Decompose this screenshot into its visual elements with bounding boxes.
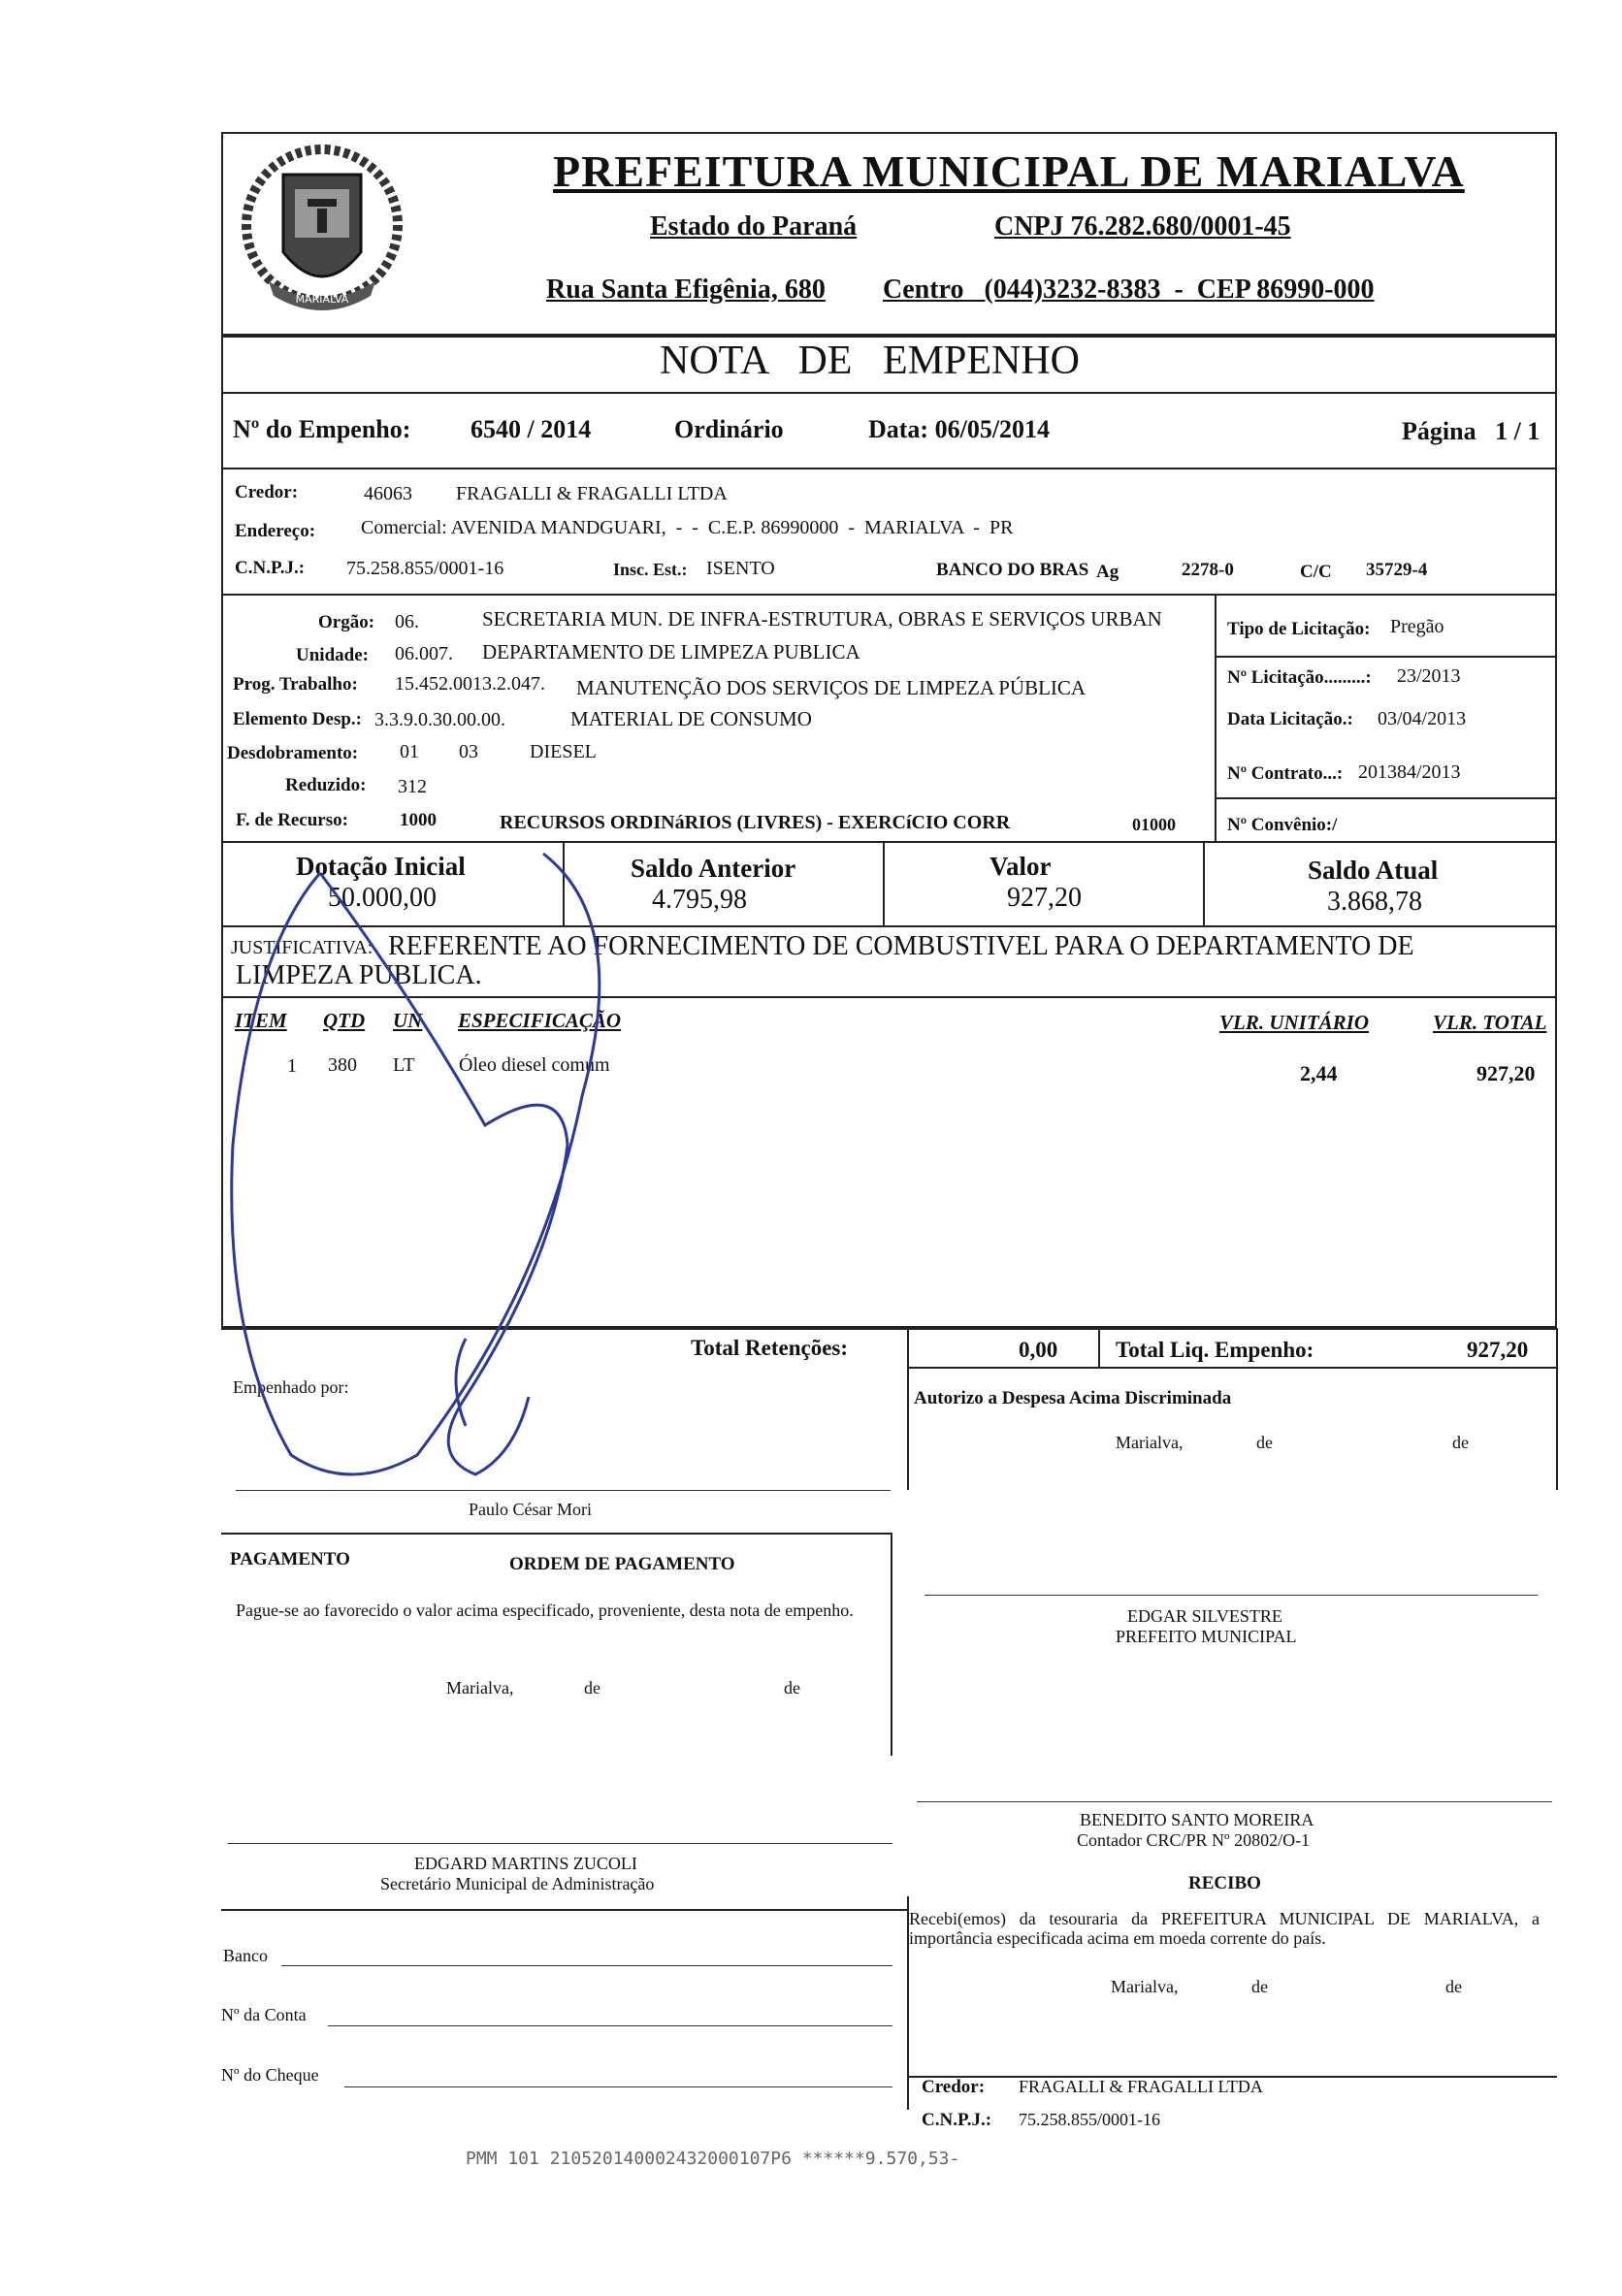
items-header-item: ITEM (235, 1009, 287, 1032)
item-number: 1 (287, 1055, 297, 1077)
contrato-label: Nº Contrato...: (1227, 763, 1344, 784)
elemento-label: Elemento Desp.: (233, 709, 362, 729)
item-unit-value: 2,44 (1300, 1061, 1338, 1085)
pagamento-label: PAGAMENTO (230, 1549, 350, 1569)
valor-value: 927,20 (1007, 883, 1082, 913)
recurso-code: 1000 (400, 810, 437, 830)
municipality-cnpj: CNPJ 76.282.680/0001-45 (994, 211, 1291, 242)
page-number: Página 1 / 1 (1402, 417, 1541, 445)
autorizo-marialva: Marialva, (1116, 1433, 1184, 1452)
licitacao-date-label: Data Licitação.: (1227, 709, 1353, 729)
empenhado-por-label: Empenhado por: (233, 1377, 349, 1397)
orgao-label: Orgão: (318, 612, 375, 632)
footer-code: PMM 101 210520140002432000107P6 ******9.570,53- (466, 2149, 960, 2169)
saldo-atual-value: 3.868,78 (1327, 887, 1422, 917)
desdobramento-a: 01 (400, 741, 419, 762)
convenio-label: Nº Convênio:/ (1227, 815, 1338, 835)
desdobramento-label: Desdobramento: (227, 743, 359, 763)
retencoes-label: Total Retenções: (691, 1336, 849, 1360)
recibo-title: RECIBO (1188, 1873, 1261, 1893)
item-un: LT (393, 1054, 415, 1076)
account-number: 35729-4 (1366, 560, 1428, 580)
saldo-atual-label: Saldo Atual (1308, 856, 1439, 885)
saldo-anterior-label: Saldo Anterior (631, 854, 796, 883)
account-label: C/C (1300, 562, 1332, 582)
autorizo-de-1: de (1256, 1433, 1273, 1452)
orgao-code: 06. (395, 611, 419, 632)
credor-address: Comercial: AVENIDA MANDGUARI, - - C.E.P. 86990000 - MARIALVA - PR (361, 517, 1014, 538)
elemento-code: 3.3.9.0.30.00.00. (374, 709, 505, 730)
licitacao-number: 23/2013 (1397, 665, 1461, 687)
recurso-name: RECURSOS ORDINáRIOS (LIVRES) - EXERCíCIO CORR (500, 812, 1011, 833)
banco-label: Banco (223, 1946, 268, 1965)
orgao-name: SECRETARIA MUN. DE INFRA-ESTRUTURA, OBRAS E SERVIÇOS URBAN (482, 607, 1162, 631)
document-title: NOTA DE EMPENHO (660, 339, 1080, 383)
liquido-label: Total Liq. Empenho: (1116, 1338, 1314, 1362)
pagamento-de-2: de (784, 1678, 800, 1698)
recibo-de-2: de (1445, 1977, 1462, 1996)
justificativa-text-2: LIMPEZA PUBLICA. (236, 960, 482, 990)
benedito-name: BENEDITO SANTO MOREIRA (1080, 1810, 1314, 1829)
paulo-name: Paulo César Mori (469, 1500, 592, 1519)
contrato-number: 201384/2013 (1358, 761, 1461, 783)
credor-cnpj-label: C.N.P.J.: (235, 558, 306, 578)
items-header-qtd: QTD (323, 1009, 366, 1032)
secretario-title: Secretário Municipal de Administração (380, 1874, 655, 1893)
edgard-zucoli-name: EDGARD MARTINS ZUCOLI (414, 1854, 637, 1873)
unidade-code: 06.007. (395, 643, 453, 664)
municipality-title: PREFEITURA MUNICIPAL DE MARIALVA (553, 146, 1465, 196)
pagamento-marialva: Marialva, (446, 1678, 514, 1698)
credor-label: Credor: (235, 482, 299, 502)
prefeito-title: PREFEITO MUNICIPAL (1116, 1627, 1297, 1646)
bank-name: BANCO DO BRAS (936, 560, 1089, 580)
autorizo-text: Autorizo a Despesa Acima Discriminada (914, 1388, 1232, 1408)
insc-label: Insc. Est.: (613, 560, 688, 579)
agency-label: Ag (1096, 562, 1119, 582)
recibo-text: Recebi(emos) da tesouraria da PREFEITURA MUNICIPAL DE MARIALVA, a importância especificada acima em moeda corrente do país. (909, 1909, 1540, 1948)
dotacao-label: Dotação Inicial (296, 852, 466, 881)
justificativa-label: JUSTIFICATIVA: (231, 937, 373, 958)
empenho-number-label: Nº do Empenho: (233, 415, 411, 443)
retencoes-value: 0,00 (1019, 1338, 1058, 1362)
licitacao-date: 03/04/2013 (1378, 708, 1467, 729)
recibo-credor-name: FRAGALLI & FRAGALLI LTDA (1019, 2077, 1263, 2096)
justificativa-text-1: REFERENTE AO FORNECIMENTO DE COMBUSTIVEL PARA O DEPARTAMENTO DE (388, 931, 1414, 961)
pague-text: Pague-se ao favorecido o valor acima especificado, proveniente, desta nota de empenho. (236, 1601, 854, 1620)
liquido-value: 927,20 (1467, 1338, 1529, 1362)
valor-label: Valor (989, 852, 1052, 881)
recibo-marialva: Marialva, (1111, 1977, 1179, 1996)
saldo-anterior-value: 4.795,98 (652, 885, 747, 915)
reduzido-value: 312 (398, 776, 427, 797)
insc-value: ISENTO (706, 558, 775, 579)
items-header-espec: ESPECIFICAÇÃO (458, 1009, 622, 1032)
dotacao-value: 50.000,00 (328, 883, 437, 913)
licitacao-number-label: Nº Licitação.........: (1227, 667, 1372, 688)
prog-name: MANUTENÇÃO DOS SERVIÇOS DE LIMPEZA PÚBLICA (576, 676, 1087, 699)
recibo-de-1: de (1251, 1977, 1268, 1996)
items-header-unit: VLR. UNITÁRIO (1219, 1011, 1370, 1034)
items-header-total: VLR. TOTAL (1433, 1011, 1547, 1034)
empenho-number: 6540 / 2014 (470, 415, 592, 443)
recibo-credor-label: Credor: (922, 2077, 986, 2097)
item-total-value: 927,20 (1476, 1061, 1536, 1085)
desdobramento-b: 03 (459, 741, 478, 762)
autorizo-de-2: de (1452, 1433, 1469, 1452)
recibo-cnpj-label: C.N.P.J.: (922, 2110, 992, 2130)
agency-number: 2278-0 (1182, 560, 1234, 580)
cheque-label: Nº do Cheque (221, 2065, 319, 2085)
credor-cnpj: 75.258.855/0001-16 (346, 558, 504, 579)
ordem-pagamento-label: ORDEM DE PAGAMENTO (509, 1554, 735, 1574)
elemento-name: MATERIAL DE CONSUMO (570, 707, 812, 730)
svg-text:MARIALVA: MARIALVA (295, 293, 349, 306)
recurso-label: F. de Recurso: (236, 810, 348, 830)
unidade-name: DEPARTAMENTO DE LIMPEZA PUBLICA (482, 640, 860, 663)
licitacao-type: Pregão (1390, 616, 1444, 637)
licitacao-type-label: Tipo de Licitação: (1227, 619, 1371, 639)
contador-title: Contador CRC/PR Nº 20802/O-1 (1077, 1830, 1311, 1850)
unidade-label: Unidade: (296, 645, 369, 665)
prog-code: 15.452.0013.2.047. (395, 673, 545, 695)
credor-code: 46063 (364, 483, 412, 504)
pagamento-de-1: de (584, 1678, 600, 1698)
item-qtd: 380 (328, 1054, 357, 1076)
item-espec: Óleo diesel comum (459, 1054, 610, 1076)
recibo-cnpj-value: 75.258.855/0001-16 (1019, 2110, 1160, 2129)
desdobramento-name: DIESEL (530, 741, 597, 762)
recurso-number: 01000 (1132, 815, 1176, 834)
conta-label: Nº da Conta (221, 2005, 307, 2024)
endereco-label: Endereço: (235, 521, 316, 541)
address-contact: Centro (044)3232-8383 - CEP 86990-000 (883, 275, 1375, 305)
items-header-un: UN (393, 1009, 423, 1032)
prog-label: Prog. Trabalho: (233, 674, 358, 695)
reduzido-label: Reduzido: (285, 775, 367, 795)
edgar-silvestre-name: EDGAR SILVESTRE (1127, 1606, 1282, 1626)
credor-name: FRAGALLI & FRAGALLI LTDA (456, 483, 728, 504)
empenho-type: Ordinário (674, 415, 784, 443)
empenho-date: Data: 06/05/2014 (868, 415, 1051, 443)
street-address: Rua Santa Efigênia, 680 (546, 275, 826, 305)
state-name: Estado do Paraná (650, 211, 858, 242)
